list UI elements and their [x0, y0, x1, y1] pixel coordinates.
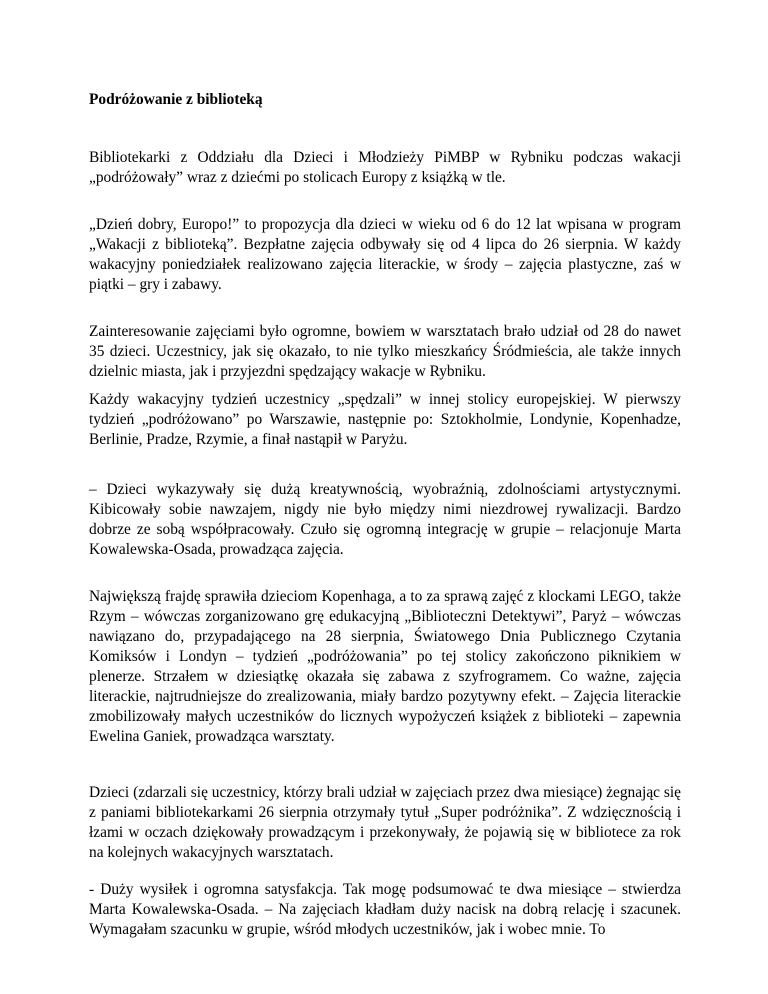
paragraph-farewell: Dzieci (zdarzali się uczestnicy, którzy brali udział w zajęciach przez dwa miesiące) żegnając się z paniami bibliotekarkami 26 sierpnia otrzymały tytuł „Super podróżnika”. Z wdzięcznością i łzami w oczach dziękowały prowadzącym i przekonywały, że pojawią się w bibliotece za rok na kolejnych wakacyjnych warsztatach. [89, 784, 681, 861]
paragraph-summary: - Duży wysiłek i ogromna satysfakcja. Tak mogę podsumować te dwa miesiące – stwierdza Marta Kowalewska-Osada. – Na zajęciach kładłam duży nacisk na dobrą relację i szacunek. Wymagałam szacunku w grupie, wśród młodych uczestników, jak i wobec mnie. To [89, 881, 681, 938]
paragraph-intro: Bibliotekarki z Oddziału dla Dzieci i Młodzieży PiMBP w Rybniku podczas wakacji „podróżowały” wraz z dziećmi po stolicach Europy z książką w tle. [89, 149, 681, 186]
paragraph-interest: Zainteresowanie zajęciami było ogromne, bowiem w warsztatach brało udział od 28 do nawet 35 dzieci. Uczestnicy, jak się okazało, to nie tylko mieszkańcy Śródmieścia, ale także innych dzielnic miasta, jak i przyjezdni spędzający wakacje w Rybniku. [89, 323, 681, 380]
paragraph-program: „Dzień dobry, Europo!” to propozycja dla dzieci w wieku od 6 do 12 lat wpisana w program „Wakacji z biblioteką”. Bezpłatne zajęcia odbywały się od 4 lipca do 26 sierpnia. W każdy wakacyjny poniedziałek realizowano zajęcia literackie, w środy – zajęcia plastyczne, zaś w piątki – gry i zabawy. [89, 216, 681, 293]
page-title: Podróżowanie z biblioteką [89, 91, 263, 108]
paragraph-quote-creativity: – Dzieci wykazywały się dużą kreatywnością, wyobraźnią, zdolnościami artystycznymi. Kibicowały sobie nawzajem, nigdy nie było między nimi niezdrowej rywalizacji. Bardzo dobrze ze sobą współpracowały. Czuło się ogromną integrację w grupie – relacjonuje Marta Kowalewska-Osada, prowadząca zajęcia. [89, 481, 681, 558]
paragraph-highlights: Największą frajdę sprawiła dzieciom Kopenhaga, a to za sprawą zajęć z klockami LEGO, także Rzym – wówczas zorganizowano grę edukacyjną „Biblioteczni Detektywi”, Paryż – wówczas nawiązano do, przypadającego na 28 sierpnia, Światowego Dnia Publicznego Czytania Komiksów i Londyn – tydzień „podróżowania” po tej stolicy zakończono piknikiem w plenerze. Strzałem w dziesiątkę okazała się zabawa z szyfrogramem. Co ważne, zajęcia literackie, najtrudniejsze do zrealizowania, miały bardzo pozytywny efekt. – Zajęcia literackie zmobilizowały małych uczestników do licznych wypożyczeń książek z biblioteki – zapewnia Ewelina Ganiek, prowadząca warsztaty. [89, 588, 681, 745]
paragraph-capitals: Każdy wakacyjny tydzień uczestnicy „spędzali” w innej stolicy europejskiej. W pierwszy tydzień „podróżowano” po Warszawie, następnie po: Sztokholmie, Londynie, Kopenhadze, Berlinie, Pradze, Rzymie, a finał nastąpił w Paryżu. [89, 391, 681, 448]
